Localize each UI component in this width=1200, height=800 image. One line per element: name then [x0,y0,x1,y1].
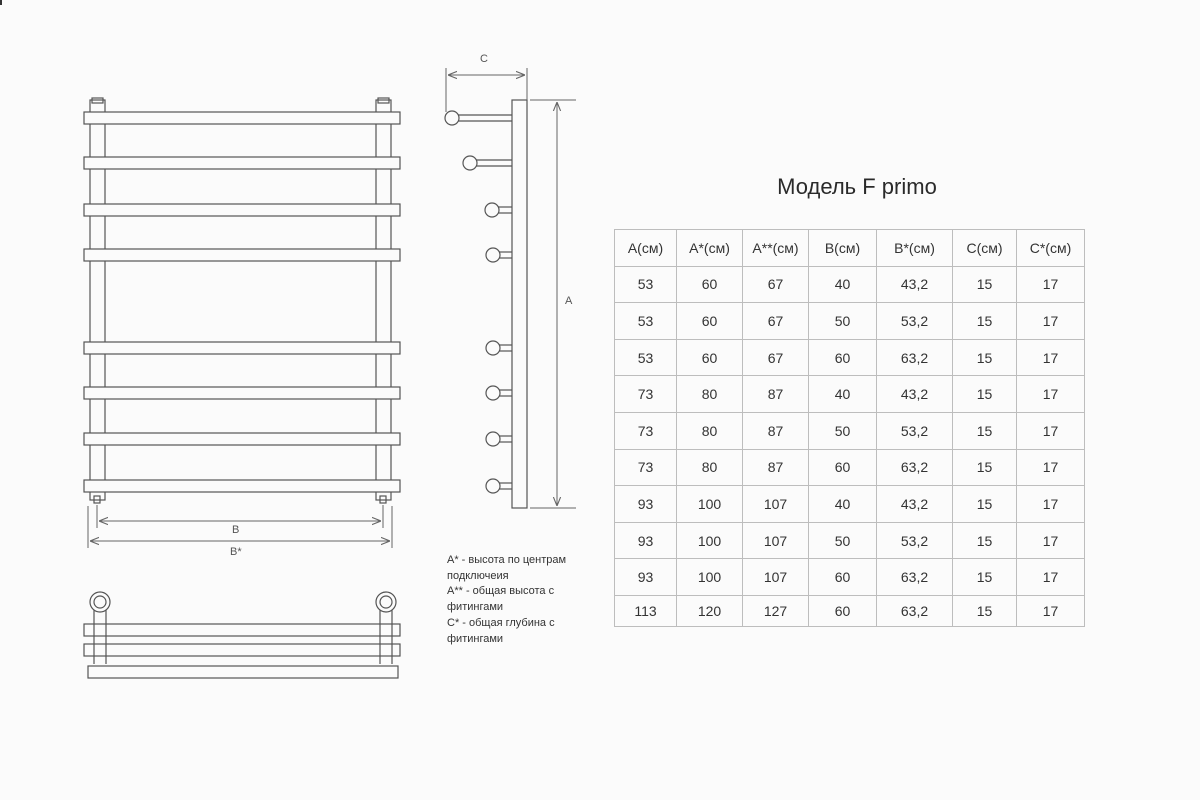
dimension-c [446,68,527,112]
table-row [615,412,1085,449]
table-cell: 15 [953,559,1017,596]
table-cell: 53,2 [877,412,953,449]
table-row [615,595,1085,626]
side-post [512,100,527,508]
table-cell: 15 [953,412,1017,449]
table-cell: 100 [677,486,743,523]
table-cell: 50 [809,522,877,559]
dimension-b-star-label: B* [230,546,242,558]
column-header: B*(см) [877,230,953,267]
towel-bar [84,204,400,216]
table-cell: 53 [615,339,677,376]
table-cell: 53 [615,266,677,303]
column-header: A**(см) [743,230,809,267]
table-cell: 63,2 [877,595,953,626]
top-view-left-fitting [90,592,110,612]
table-cell: 40 [809,266,877,303]
scan-mark [0,0,2,5]
dimension-a-label: A [565,295,573,307]
table-cell: 87 [743,449,809,486]
table-cell: 80 [677,376,743,413]
table-cell: 17 [1017,339,1085,376]
table-cell: 80 [677,412,743,449]
front-view [84,98,400,503]
note-line: A* - высота по центрам [447,554,567,566]
table-cell: 15 [953,449,1017,486]
table-cell: 67 [743,339,809,376]
towel-bar [84,342,400,354]
spec-table-header-row [615,230,1085,267]
side-view [445,100,527,508]
top-view-right-fitting [376,592,396,612]
dimension-b-label: B [232,524,240,536]
table-cell: 17 [1017,486,1085,523]
table-cell: 17 [1017,412,1085,449]
table-cell: 67 [743,266,809,303]
table-cell: 107 [743,486,809,523]
dimension-b [97,505,383,528]
column-header: C(см) [953,230,1017,267]
towel-bar [84,157,400,169]
table-cell: 43,2 [877,486,953,523]
side-bar [486,432,512,446]
table-cell: 15 [953,303,1017,340]
table-row [615,266,1085,303]
dimension-c-label: C [480,53,488,65]
column-header: A(см) [615,230,677,267]
towel-bar [84,112,400,124]
table-cell: 60 [809,559,877,596]
table-cell: 113 [615,595,677,626]
table-cell: 17 [1017,266,1085,303]
table-cell: 17 [1017,559,1085,596]
side-bar [463,156,512,170]
column-header: A*(см) [677,230,743,267]
top-view-rail-back [84,624,400,636]
table-cell: 73 [615,449,677,486]
table-cell: 60 [809,595,877,626]
top-view-rail-front [84,644,400,656]
towel-bar [84,249,400,261]
side-bar [445,111,512,125]
side-bar [485,203,512,217]
table-cell: 15 [953,595,1017,626]
table-cell: 60 [677,303,743,340]
table-cell: 15 [953,376,1017,413]
table-cell: 93 [615,522,677,559]
table-cell: 17 [1017,376,1085,413]
table-cell: 127 [743,595,809,626]
table-cell: 63,2 [877,339,953,376]
column-header: B(см) [809,230,877,267]
side-bar [486,248,512,262]
table-cell: 93 [615,486,677,523]
table-cell: 43,2 [877,376,953,413]
table-cell: 100 [677,559,743,596]
table-cell: 63,2 [877,449,953,486]
towel-bar [84,480,400,492]
table-cell: 107 [743,559,809,596]
table-cell: 60 [677,339,743,376]
side-bar [486,386,512,400]
table-cell: 15 [953,522,1017,559]
table-cell: 60 [809,339,877,376]
table-cell: 17 [1017,303,1085,340]
table-cell: 93 [615,559,677,596]
top-view-rail-bottom [88,666,398,678]
table-row [615,486,1085,523]
notes [447,553,566,647]
table-row [615,449,1085,486]
table-cell: 43,2 [877,266,953,303]
towel-bar [84,387,400,399]
dimension-b-star [88,506,392,548]
note-line: фитингами [447,632,504,645]
table-cell: 60 [809,449,877,486]
table-cell: 50 [809,303,877,340]
table-cell: 15 [953,486,1017,523]
table-cell: 17 [1017,522,1085,559]
top-view [84,592,400,678]
table-cell: 67 [743,303,809,340]
table-cell: 87 [743,412,809,449]
table-cell: 17 [1017,449,1085,486]
table-row [615,303,1085,340]
table-cell: 100 [677,522,743,559]
model-title: Модель F primo [777,174,937,199]
table-cell: 107 [743,522,809,559]
table-cell: 53,2 [877,303,953,340]
note-line: A** - общая высота с [447,585,555,598]
table-cell: 15 [953,266,1017,303]
column-header: C*(см) [1017,230,1085,267]
note-line: фитингами [447,601,504,614]
table-cell: 80 [677,449,743,486]
table-cell: 17 [1017,595,1085,626]
table-cell: 40 [809,486,877,523]
table-cell: 63,2 [877,559,953,596]
note-line: C* - общая глубина с [447,616,555,629]
side-bar [486,479,512,493]
table-cell: 73 [615,412,677,449]
table-cell: 15 [953,339,1017,376]
note-line: подключеия [447,569,509,582]
table-cell: 50 [809,412,877,449]
table-row [615,339,1085,376]
table-cell: 40 [809,376,877,413]
table-cell: 53 [615,303,677,340]
table-row [615,559,1085,596]
table-cell: 73 [615,376,677,413]
table-cell: 53,2 [877,522,953,559]
table-cell: 87 [743,376,809,413]
spec-table [614,229,1085,627]
side-bar [486,341,512,355]
table-cell: 120 [677,595,743,626]
towel-bar [84,433,400,445]
table-cell: 60 [677,266,743,303]
table-row [615,376,1085,413]
table-row [615,522,1085,559]
